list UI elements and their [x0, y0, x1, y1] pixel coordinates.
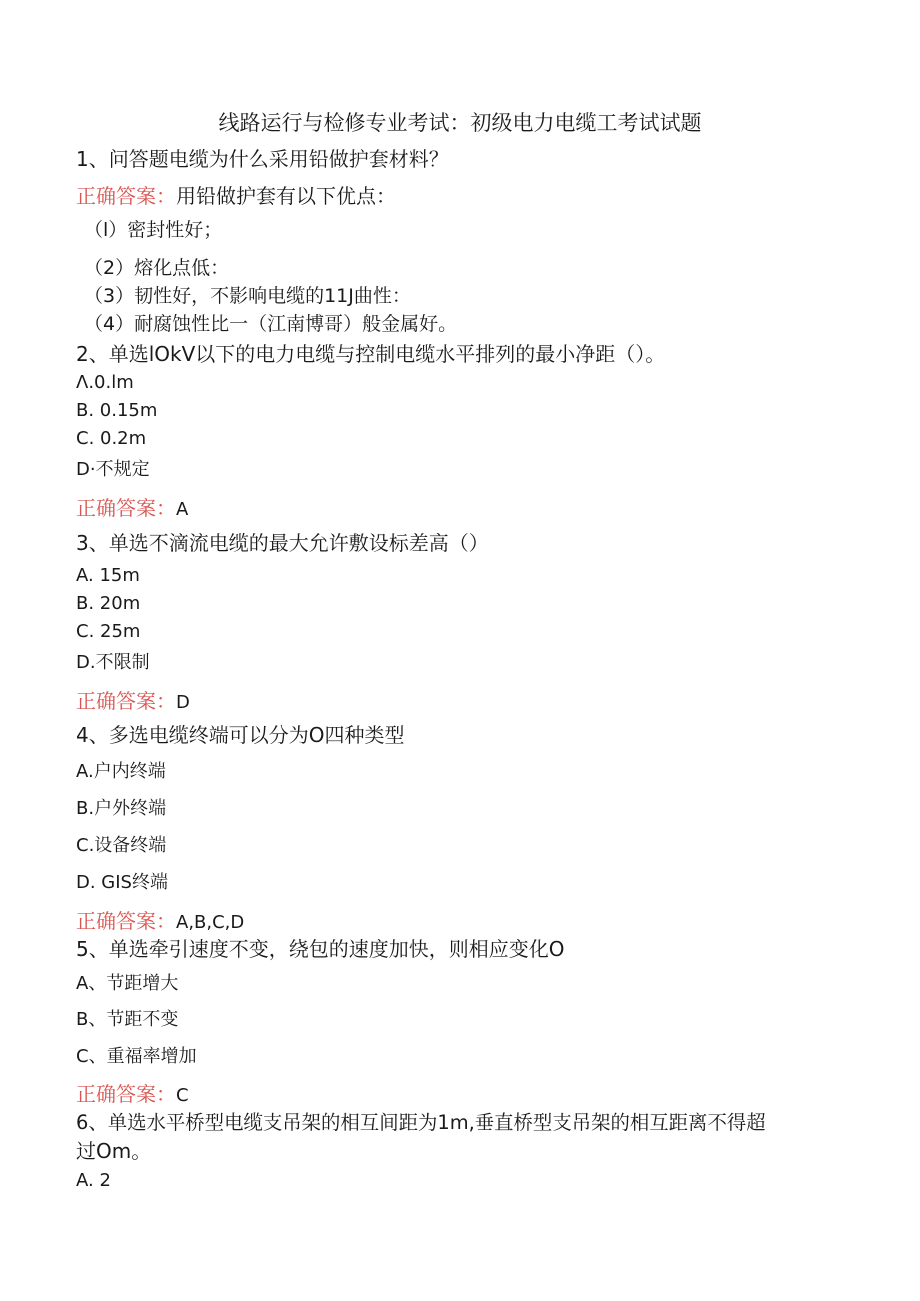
option: B. 20m — [76, 593, 141, 614]
answer-value: D — [176, 692, 190, 713]
option: Λ.0.lm — [76, 372, 134, 393]
question-5: 5、单选牵引速度不变，绕包的速度加快，则相应变化O — [76, 937, 565, 961]
option: C、重福率增加 — [76, 1046, 197, 1067]
answer-text: 用铅做护套有以下优点： — [176, 184, 396, 208]
option: A. 2 — [76, 1170, 111, 1191]
question-2: 2、单选lOkV以下的电力电缆与控制电缆水平排列的最小净距（）。 — [76, 342, 666, 366]
option: D. GIS终端 — [76, 872, 168, 893]
page-title: 线路运行与检修专业考试：初级电力电缆工考试试题 — [218, 111, 702, 135]
answer-row-5 — [76, 1081, 189, 1109]
option: A.户内终端 — [76, 761, 166, 782]
option: A、节距增大 — [76, 973, 179, 994]
answer-label: 正确答案： — [76, 909, 176, 933]
option: C. 0.2m — [76, 428, 147, 449]
option: D.不限制 — [76, 652, 150, 673]
option: A. 15m — [76, 565, 140, 586]
option: B、节距不变 — [76, 1009, 179, 1030]
answer-row-3 — [76, 688, 190, 716]
answer-point: （3）韧性好，不影响电缆的11J曲性： — [84, 285, 411, 307]
answer-label: 正确答案： — [76, 689, 176, 713]
answer-point: （2）熔化点低： — [84, 257, 230, 279]
option: D·不规定 — [76, 459, 150, 480]
option: C.设备终端 — [76, 835, 167, 856]
answer-value: C — [176, 1085, 189, 1106]
question-6-line-1: 6、单选水平桥型电缆支吊架的相互间距为1m,垂直桥型支吊架的相互距离不得超 — [76, 1111, 766, 1134]
question-4: 4、多选电缆终端可以分为O四种类型 — [76, 723, 405, 747]
answer-row-4 — [76, 908, 244, 936]
answer-point: （l）密封性好； — [84, 219, 223, 241]
answer-label: 正确答案： — [76, 496, 176, 520]
option: B. 0.15m — [76, 400, 158, 421]
question-3: 3、单选不滴流电缆的最大允许敷设标差高（） — [76, 531, 489, 555]
answer-label: 正确答案： — [76, 184, 176, 208]
answer-row-2 — [76, 495, 188, 523]
answer-row-1 — [76, 183, 396, 209]
option: B.户外终端 — [76, 798, 167, 819]
question-6-line-2: 过Om。 — [76, 1139, 152, 1163]
option: C. 25m — [76, 621, 141, 642]
question-1: 1、问答题电缆为什么采用铅做护套材料？ — [76, 147, 449, 171]
answer-value: A,B,C,D — [176, 912, 245, 933]
answer-value: A — [176, 499, 189, 520]
answer-point: （4）耐腐蚀性比一（江南博哥）般金属好。 — [84, 313, 458, 335]
answer-label: 正确答案： — [76, 1082, 176, 1106]
